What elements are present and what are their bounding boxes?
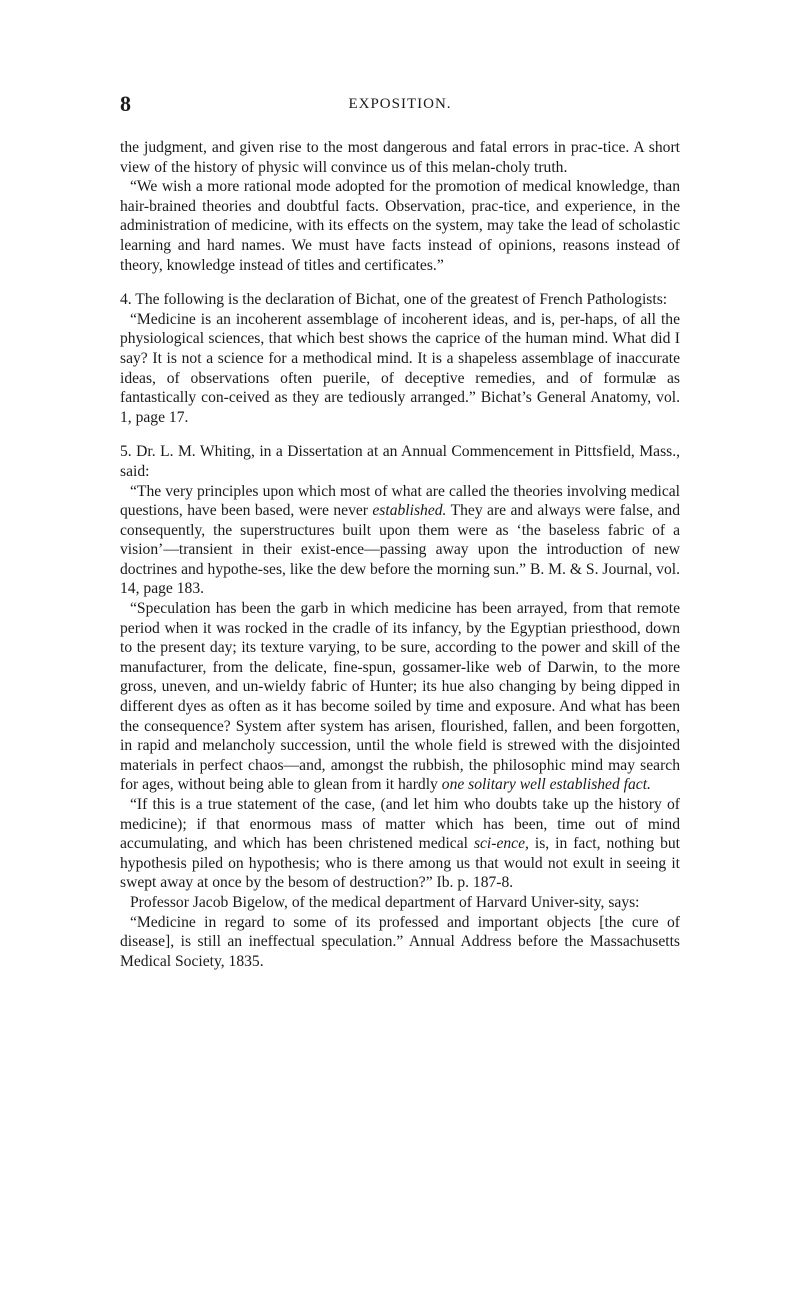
- quote-text: They are and always were false, and consequently, the superstructures built upon them were as ‘the baseless fabric of a vision’—transient in their exist-ence—passing away upon the introduction of new doctrines and hypothe-ses, like the dew before the morning sun.” B. M. & S. Journal, vol. 14, page 183.: [120, 502, 680, 598]
- emphasis: sci-ence,: [473, 835, 529, 853]
- quote-text: “The very principles upon which most of what are called the theories involving medical questions, have been based, were never: [120, 482, 680, 520]
- quote-text: is, in fact, nothing but hypothesis piled on hypothesis; who is there among us that would not exult in seeing it swept away at once by the besom of destruction?” Ib. p. 187-8.: [120, 835, 681, 892]
- quote-whiting-principles: [120, 482, 680, 600]
- paragraph-bigelow-intro: Professor Jacob Bigelow, of the medical department of Harvard Univer-sity, says:: [130, 893, 640, 911]
- quote-bichat: “Medicine is an incoherent assemblage of incoherent ideas, and is, per-haps, of all the physiological sciences, that which best shows the caprice of the human mind. What did I say? It is not a science for a methodical mind. It is a shapeless assemblage of inaccurate ideas, of observations often puerile, of deceptive remedies, and of formulæ as fantastically con-ceived as they are tediously arranged.” Bichat’s General Anatomy, vol. 1, page 17.: [120, 310, 680, 426]
- quote-text: “If this is a true statement of the case, (and let him who doubts take up the history of medicine); if that enormous mass of matter which has been, time out of mind accumulating, and which has been christened medical: [120, 796, 680, 853]
- emphasis: established.: [372, 502, 447, 520]
- quote-true-statement: [120, 795, 680, 893]
- page-number: 8: [120, 91, 131, 116]
- quote-bigelow: “Medicine in regard to some of its professed and important objects [the cure of disease], is still an ineffectual speculation.” Annual Address before the Massachusetts Medical Society, 1835.: [120, 913, 680, 970]
- page-header: [120, 92, 680, 116]
- quote-rational-mode: “We wish a more rational mode adopted for the promotion of medical knowledge, than hair-brained theories and doubtful facts. Observation, prac-tice, and experience, in the administration of medicine, with its effects on the system, may take the lead of scholastic learning and hard names. We must have facts instead of opinions, reasons instead of theory, knowledge instead of titles and certificates.”: [120, 178, 680, 274]
- running-head: EXPOSITION.: [348, 96, 452, 112]
- quote-text: “Speculation has been the garb in which medicine has been arrayed, from that remote period when it was rocked in the cradle of its infancy, by the Egyptian priesthood, down to the present day; its texture varying, to be sure, according to the power and skill of the manufacturer, from the delicate, fine-spun, gossamer-like web of Darwin, to the more gross, uneven, and un-wieldy fabric of Hunter; its hue also changing by being dipped in different dyes as often as it has become soiled by time and exposure. And what has been the consequence? System after system has arisen, flourished, fallen, and been forgotten, in rapid and melancholy succession, until the whole field is strewed with the disjointed materials in perfect chaos—and, amongst the rubbish, the philosophic mind may search for ages, without being able to glean from it hardly: [120, 600, 680, 794]
- quote-speculation: [120, 599, 680, 795]
- paragraph-judgment: the judgment, and given rise to the most dangerous and fatal errors in prac-tice. A short view of the history of physic will convince us of this melan-choly truth.: [120, 139, 680, 176]
- paragraph-bichat-intro: 4. The following is the declaration of Bichat, one of the greatest of French Pathologists:: [120, 291, 668, 309]
- body-text: [120, 138, 680, 971]
- emphasis: one solitary well established fact.: [441, 776, 651, 794]
- paragraph-whiting-intro: 5. Dr. L. M. Whiting, in a Dissertation at an Annual Commencement in Pittsfield, Mass., said:: [120, 443, 680, 480]
